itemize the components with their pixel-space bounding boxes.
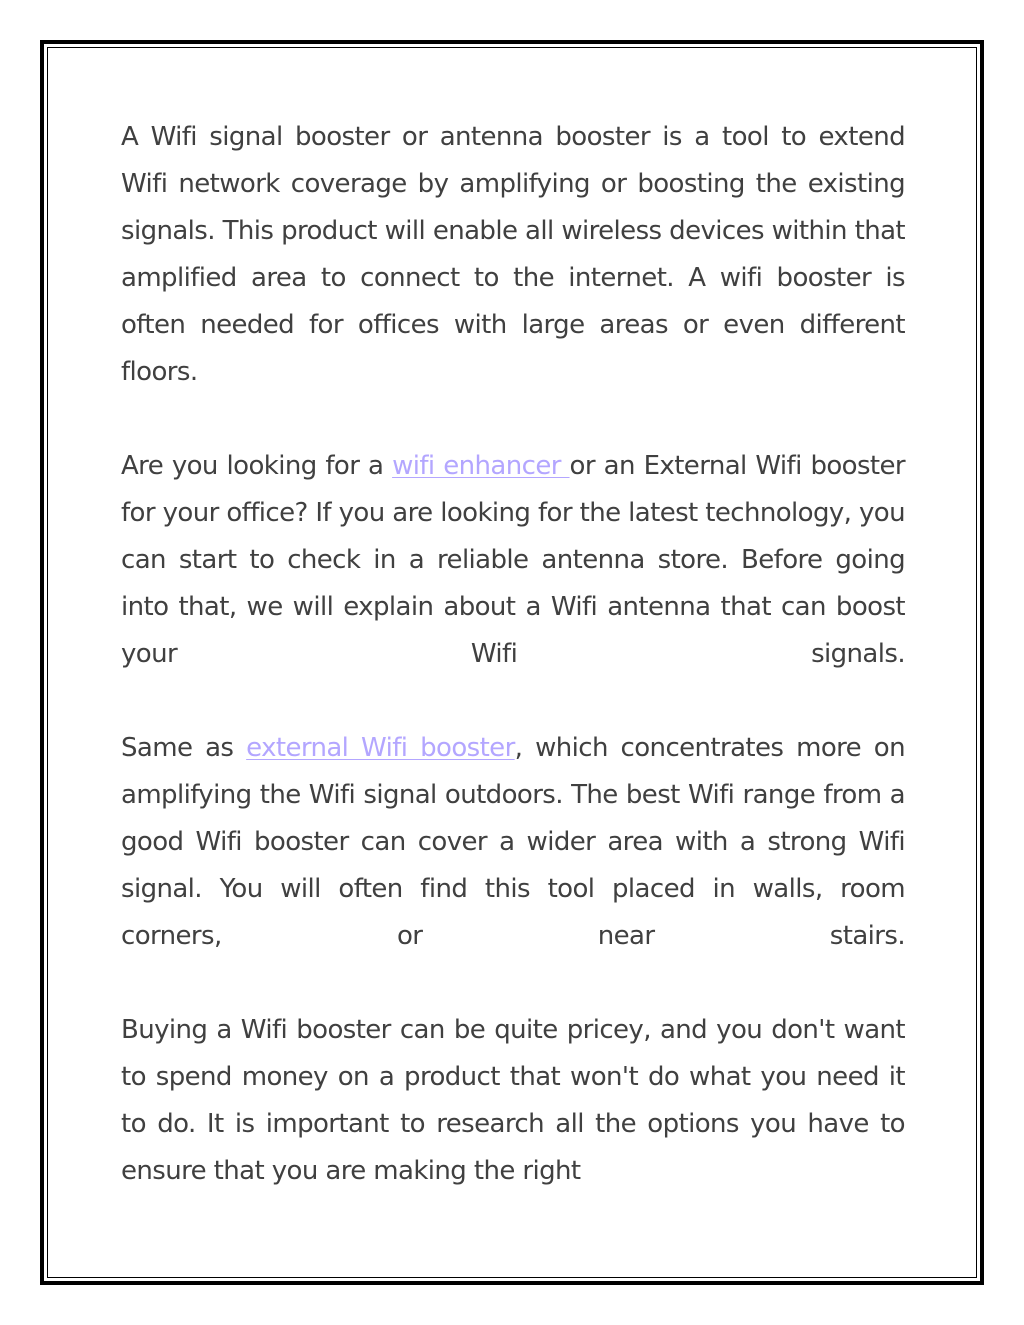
external-wifi-booster-link[interactable]: external Wifi booster xyxy=(246,733,515,763)
paragraph-enhancer-before: Are you looking for a xyxy=(121,451,393,481)
paragraph-buying xyxy=(121,1007,905,1195)
paragraph-external-after: , which concentrates more on amplifying the Wifi signal outdoors. The best Wifi range from a good Wifi booster can cover a wider area with a strong Wifi signal. You will often find this tool placed in walls, room corners, or near stairs. xyxy=(121,733,905,951)
paragraph-intro xyxy=(121,114,905,396)
wifi-enhancer-link[interactable]: wifi enhancer xyxy=(392,451,570,481)
paragraph-intro-text: A Wifi signal booster or antenna booster is a tool to extend Wifi network coverage by amplifying or boosting the existing signals. This product will enable all wireless devices within that amplified area to connect to the internet. A wifi booster is often needed for offices with large areas or even different floors. xyxy=(121,122,905,387)
paragraph-enhancer-after: or an External Wifi booster for your office? If you are looking for the latest technology, you can start to check in a reliable antenna store. Before going into that, we will explain about a Wifi antenna that can boost your Wifi signals. xyxy=(121,451,906,669)
paragraph-external xyxy=(121,725,905,960)
paragraph-enhancer xyxy=(121,443,905,678)
paragraph-buying-text: Buying a Wifi booster can be quite pricey, and you don't want to spend money on a product that won't do what you need it to do. It is important to research all the options you have to ensure that you are making the right xyxy=(121,1015,905,1186)
paragraph-external-before: Same as xyxy=(121,733,247,763)
document-body xyxy=(121,114,905,1242)
